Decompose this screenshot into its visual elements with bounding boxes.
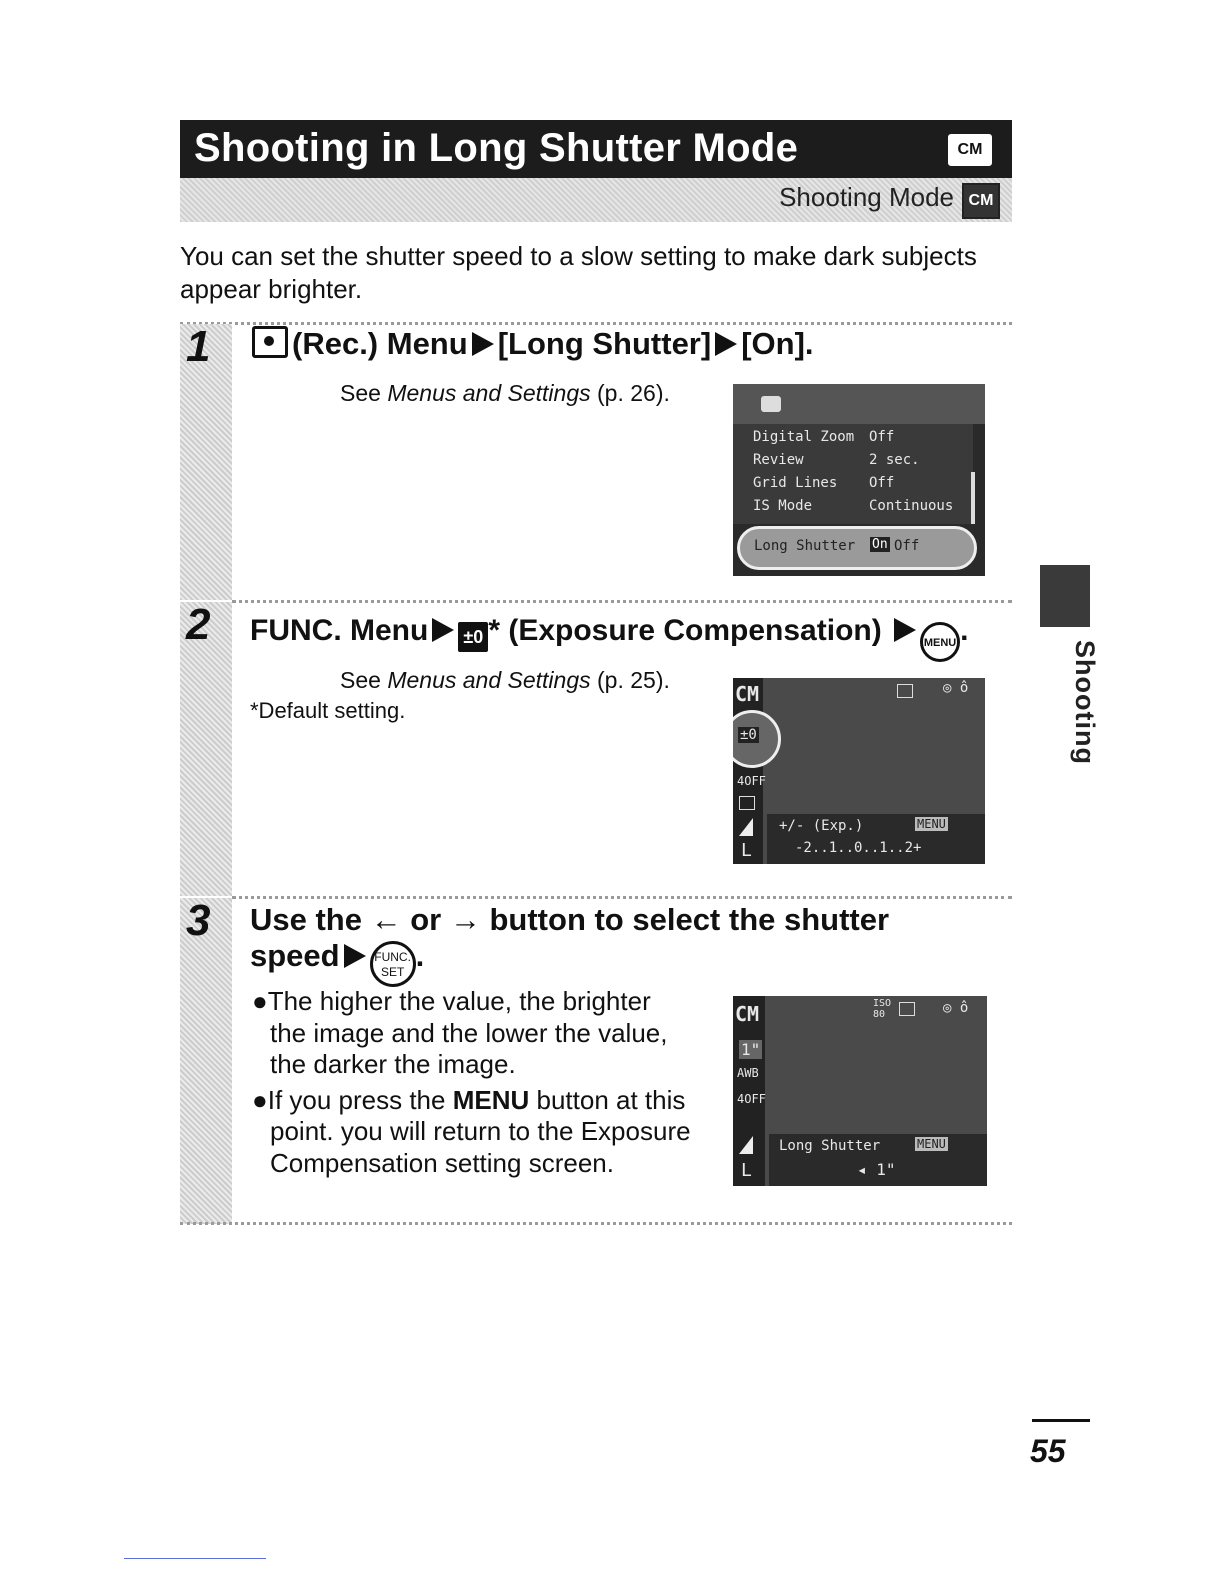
arrow-right-icon: [715, 332, 737, 356]
left-arrow-icon: ←: [370, 902, 402, 937]
off-option: Off: [894, 538, 920, 554]
step-bar: [180, 898, 232, 1224]
on-option: On: [872, 537, 888, 552]
shutter-speed-value: ◂ 1": [857, 1160, 896, 1179]
divider: [232, 896, 1012, 899]
divider: [232, 600, 1012, 603]
menu-button-icon: MENU: [920, 622, 960, 662]
arrow-right-icon: [432, 618, 454, 642]
arrow-right-icon: [472, 332, 494, 356]
step-heading: FUNC. Menu ±0 * (Exposure Compensation) MENU .: [250, 614, 968, 662]
page-number-rule: [1032, 1419, 1090, 1422]
mode-indicator: CM: [735, 1002, 760, 1026]
camera-icon: [761, 396, 781, 412]
scrollbar: [971, 472, 975, 524]
exposure-value: ±0: [740, 727, 757, 743]
step-number: 2: [186, 600, 211, 649]
divider: [180, 322, 1012, 325]
frame-icon: [899, 1002, 915, 1016]
reference-text: See Menus and Settings (p. 26).: [340, 380, 670, 406]
long-shutter-screen: [733, 996, 987, 1186]
reference-text: See Menus and Settings (p. 25).: [340, 667, 670, 693]
divider: [180, 1222, 1012, 1225]
step-heading-line2: speed FUNC. SET .: [250, 938, 424, 987]
page-number: 55: [1030, 1433, 1066, 1469]
size-indicator: L: [741, 1160, 752, 1181]
status-icons: ◎ ô: [943, 1000, 969, 1016]
shooting-mode-bar: [180, 178, 1012, 222]
highlight-label: Long Shutter: [754, 538, 856, 554]
exposure-icon: ±0: [458, 622, 488, 652]
section-title-bar: [180, 120, 1012, 178]
page-title: Shooting in Long Shutter Mode: [194, 126, 799, 170]
metering-icon: [739, 796, 755, 810]
step-number: 1: [186, 322, 211, 371]
menu-row: Review 2 sec.: [753, 452, 920, 468]
footer-rule: [124, 1558, 266, 1559]
setting-label: Long Shutter: [779, 1138, 881, 1154]
quality-icon: [739, 818, 753, 836]
cm-mode-icon: CM: [962, 183, 1000, 219]
arrow-right-icon: [894, 618, 916, 642]
status-icons: ◎ ô: [943, 680, 969, 696]
menu-list: [753, 426, 953, 518]
bullet-list: [252, 986, 692, 1183]
menu-row: Grid Lines Off: [753, 475, 895, 491]
arrow-right-icon: [344, 944, 366, 968]
frame-icon: [897, 684, 913, 698]
flash-indicator: 4OFF: [737, 1092, 766, 1106]
shutter-value: 1": [741, 1040, 761, 1059]
menu-indicator: MENU: [917, 1137, 946, 1151]
intro-text: You can set the shutter speed to a slow setting to make dark subjects appear brighter.: [180, 241, 977, 304]
chapter-tab: [1040, 565, 1090, 627]
func-set-button-icon: FUNC. SET: [370, 941, 416, 987]
quality-icon: [739, 1136, 753, 1154]
menu-indicator: MENU: [917, 817, 946, 831]
right-arrow-icon: →: [449, 902, 481, 937]
size-indicator: L: [741, 840, 752, 861]
footnote: *Default setting.: [250, 698, 406, 723]
iso-indicator: ISO 80: [873, 998, 892, 1020]
camera-rec-icon: [252, 326, 288, 358]
setting-label: +/- (Exp.): [779, 818, 864, 834]
exposure-scale: -2..1..0..1..2+: [795, 840, 922, 856]
camera-menu-screen: [733, 384, 985, 576]
chapter-label: Shooting: [1070, 640, 1100, 765]
bullet-item: ●If you press the MENU button at this point. you will return to the Exposure Compensation setting screen.: [252, 1084, 691, 1178]
menu-row: IS Mode Continuous: [753, 498, 954, 514]
shooting-mode-label: Shooting Mode: [779, 182, 954, 212]
step-number: 3: [186, 896, 211, 945]
step-heading: Use the ← or → button to select the shutter: [250, 902, 890, 937]
menu-row: Digital Zoom Off: [753, 429, 895, 445]
flash-indicator: 4OFF: [737, 774, 766, 788]
selected-ring: [733, 710, 781, 768]
exposure-screen: [733, 678, 985, 864]
mode-indicator: CM: [735, 682, 760, 706]
wb-indicator: AWB: [737, 1066, 759, 1080]
cm-mode-icon: CM: [948, 134, 992, 166]
step-heading: (Rec.) Menu [Long Shutter] [On].: [252, 326, 814, 362]
highlight-ring: [737, 526, 977, 570]
bullet-item: ●The higher the value, the brighter the image and the lower the value, the darker the image.: [252, 986, 668, 1079]
